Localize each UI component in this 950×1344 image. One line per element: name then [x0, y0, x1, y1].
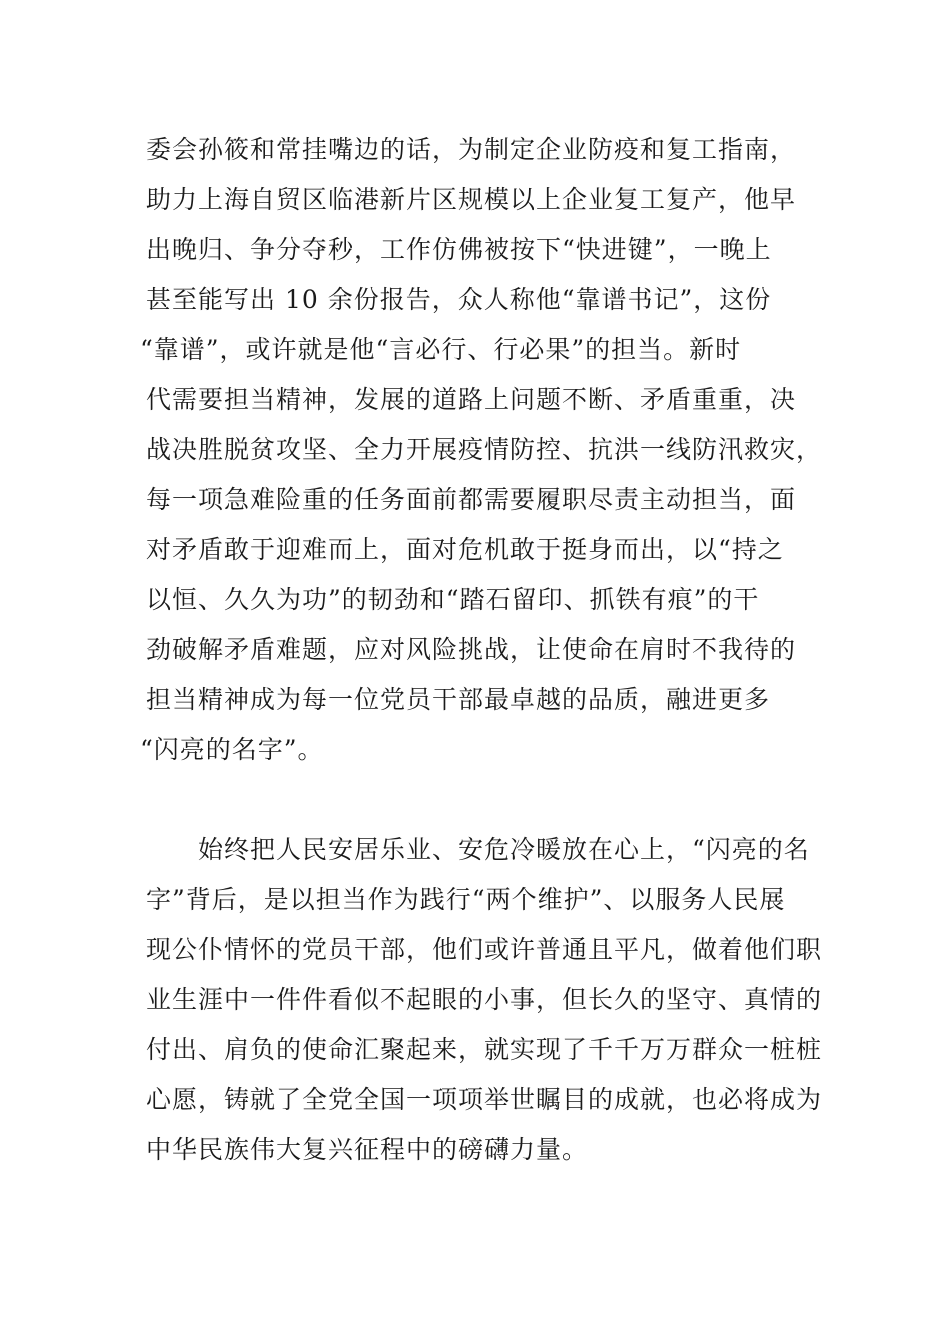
text-line: 心愿，铸就了全党全国一项项举世瞩目的成就，也必将成为 [146, 1085, 823, 1114]
text-line: 代需要担当精神，发展的道路上问题不断、矛盾重重，决 [146, 385, 797, 414]
text-line: “靠谱”，或许就是他“言必行、行必果”的担当。新时 [140, 335, 742, 364]
text-line: 劲破解矛盾难题，应对风险挑战，让使命在肩时不我待的 [146, 635, 797, 664]
text-line: 以恒、久久为功”的韧劲和“踏石留印、抓铁有痕”的干 [146, 585, 760, 614]
text-line: 担当精神成为每一位党员干部最卓越的品质，融进更多 [146, 685, 771, 714]
text-line: 业生涯中一件件看似不起眼的小事，但长久的坚守、真情的 [146, 985, 823, 1014]
text-line: 每一项急难险重的任务面前都需要履职尽责主动担当，面 [146, 485, 797, 514]
text-line: 对矛盾敢于迎难而上，面对危机敢于挺身而出，以“持之 [146, 535, 784, 564]
text-line: 中华民族伟大复兴征程中的磅礴力量。 [146, 1135, 589, 1164]
text-line: 甚至能写出 10 余份报告，众人称他“靠谱书记”，这份 [146, 285, 772, 314]
text-line: 助力上海自贸区临港新片区规模以上企业复工复产，他早 [146, 185, 797, 214]
text-line: 出晚归、争分夺秒，工作仿佛被按下“快进键”，一晚上 [146, 235, 772, 264]
text-line: “闪亮的名字”。 [140, 735, 324, 764]
text-line: 字”背后，是以担当作为践行“两个维护”、以服务人民展 [146, 885, 786, 914]
text-line: 付出、肩负的使命汇聚起来，就实现了千千万万群众一桩桩 [146, 1035, 823, 1064]
text-line: 委会孙筱和常挂嘴边的话，为制定企业防疫和复工指南， [146, 135, 797, 164]
text-line: 始终把人民安居乐业、安危冷暖放在心上，“闪亮的名 [146, 835, 810, 864]
text-line: 战决胜脱贫攻坚、全力开展疫情防控、抗洪一线防汛救灾， [146, 435, 823, 464]
text-line: 现公仆情怀的党员干部，他们或许普通且平凡，做着他们职 [146, 935, 823, 964]
